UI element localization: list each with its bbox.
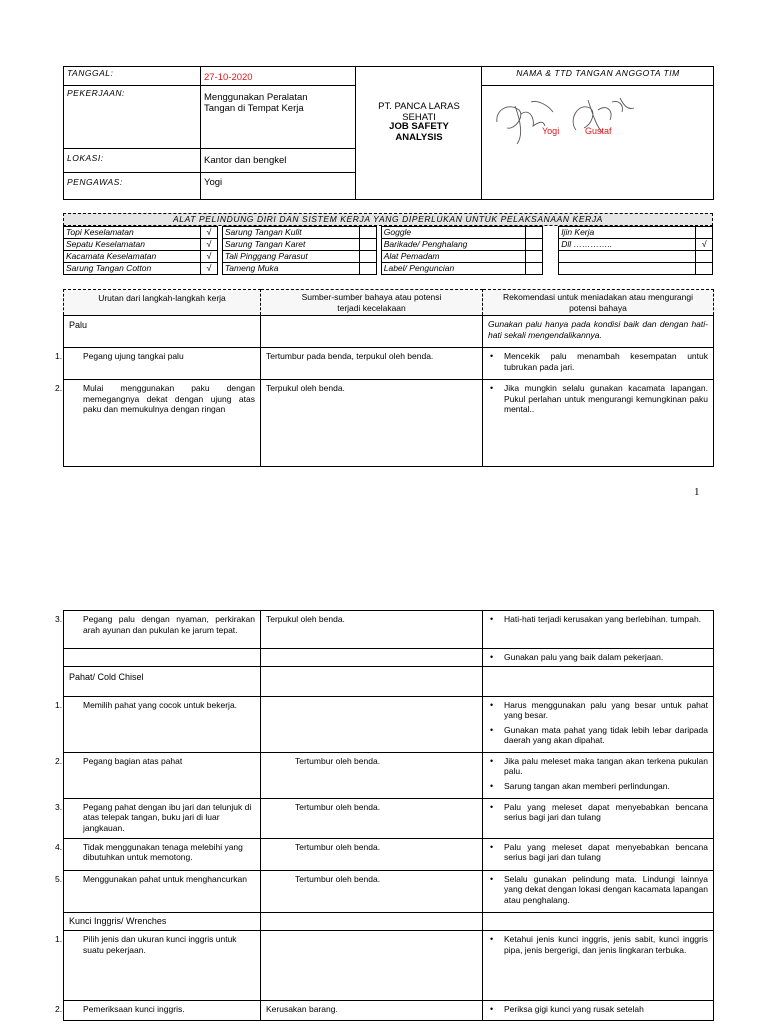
- recommendation-item: • Palu yang meleset dapat menyebabkan bencana serius bagi jari dan tulang: [488, 802, 708, 823]
- recommendation-cell: [483, 611, 714, 649]
- recommendation-cell: [483, 1001, 714, 1021]
- ppe-row: [64, 227, 713, 239]
- recommendation-cell: [483, 838, 714, 870]
- signature-gustaf-icon: [562, 90, 672, 150]
- hazard-cell: Tertumbur oleh benda.: [261, 752, 483, 798]
- ppe-item: Ijin Kerja: [559, 227, 696, 239]
- ppe-item: Goggle: [381, 227, 525, 239]
- recommendation-item: • Jika mungkin selalu gunakan kacamata lapangan. Pukul perlahan untuk mengurangi kemungkinan paku mental..: [488, 383, 708, 415]
- table-row: [64, 348, 714, 380]
- ppe-item: Sarung Tangan Kulit: [222, 227, 359, 239]
- ppe-check[interactable]: [526, 239, 543, 251]
- lokasi-label: LOKASI:: [67, 153, 104, 163]
- col-header-hazards: Sumber-sumber bahaya atau potensi terjadi kecelakaan: [261, 290, 483, 316]
- ppe-item: [559, 263, 696, 275]
- ppe-check[interactable]: [696, 227, 713, 239]
- recommendation-cell: [483, 870, 714, 913]
- step-cell: [55, 380, 261, 467]
- step-text: Memilih pahat yang cocok untuk bekerja.: [83, 699, 238, 710]
- ppe-item: Dll …………..: [559, 239, 696, 251]
- step-cell: [64, 649, 261, 667]
- step-text: Pemeriksaan kunci inggris.: [83, 1004, 185, 1014]
- section-row: [64, 666, 714, 696]
- ppe-check[interactable]: [360, 227, 377, 239]
- section-note-palu: Gunakan palu hanya pada kondisi baik dan dengan hati-hati sekali mengendalikannya.: [483, 316, 714, 348]
- recommendation-item: • Periksa gigi kunci yang rusak setelah: [488, 1004, 708, 1015]
- lokasi-value: Kantor dan bengkel: [204, 155, 287, 166]
- recommendation-cell: [483, 752, 714, 798]
- ppe-title: [63, 213, 713, 226]
- recommendation-item: • Gunakan mata pahat yang tidak lebih lebar daripada daerah yang akan dipahat.: [488, 725, 708, 746]
- step-cell: [55, 931, 261, 1001]
- hazard-cell: Tertumbur oleh benda.: [261, 798, 483, 838]
- doc-title-line-2: ANALYSIS: [395, 132, 443, 143]
- step-text: Pegang palu dengan nyaman, perkirakan arah ayunan dan pukulan ke jarum tepat.: [83, 614, 255, 635]
- section-title-palu: Palu: [64, 316, 261, 348]
- empty-cell: [261, 666, 483, 696]
- col-header-recommendations: Rekomendasi untuk meniadakan atau mengurangi potensi bahaya: [483, 290, 714, 316]
- step-cell: [55, 798, 261, 838]
- team-label: NAMA & TTD TANGAN ANGGOTA TIM: [516, 68, 680, 78]
- section-row: [64, 913, 714, 931]
- section-title-chisel: Pahat/ Cold Chisel: [64, 666, 261, 696]
- ppe-check[interactable]: [360, 263, 377, 275]
- ppe-item: Tameng Muka: [222, 263, 359, 275]
- section-title-wrenches: Kunci Inggris/ Wrenches: [64, 913, 261, 931]
- tanggal-label: TANGGAL:: [67, 68, 114, 78]
- ppe-check[interactable]: [696, 263, 713, 275]
- table-row: [64, 380, 714, 467]
- empty-cell: [483, 666, 714, 696]
- team-label-cell: [482, 67, 714, 86]
- hazard-cell: Tertumbur oleh benda.: [261, 870, 483, 913]
- steps-header-row: [64, 290, 714, 316]
- page-number: 1: [694, 486, 700, 498]
- ppe-item: Tali Pinggang Parasut: [222, 251, 359, 263]
- recommendation-item: • Gunakan palu yang baik dalam pekerjaan.: [488, 652, 708, 663]
- table-row: [64, 931, 714, 1001]
- pengawas-label: PENGAWAS:: [67, 177, 123, 187]
- jsa-steps-table-1: [55, 289, 714, 467]
- doc-title-line-1: JOB SAFETY: [389, 121, 449, 132]
- ppe-check[interactable]: [360, 251, 377, 263]
- recommendation-item: • Jika palu meleset maka tangan akan terkena pukulan palu.: [488, 756, 708, 777]
- company-cell: [356, 67, 482, 200]
- recommendation-item: • Mencekik palu menambah kesempatan untuk tubrukan pada jari.: [488, 351, 708, 372]
- ppe-item: Sepatu Keselamatan: [64, 239, 201, 251]
- step-text: Pilih jenis dan ukuran kunci inggris untuk suatu pekerjaan.: [83, 934, 237, 955]
- ppe-check[interactable]: √: [201, 251, 218, 263]
- ppe-item: Alat Pemadam: [381, 251, 525, 263]
- ppe-item: Barikade/ Penghalang: [381, 239, 525, 251]
- ppe-check[interactable]: [526, 227, 543, 239]
- ppe-item: [559, 251, 696, 263]
- ppe-check[interactable]: [696, 251, 713, 263]
- step-number: 2.: [55, 383, 63, 393]
- ppe-item: Sarung Tangan Karet: [222, 239, 359, 251]
- tanggal-label-cell: [64, 67, 201, 86]
- ppe-item: Sarung Tangan Cotton: [64, 263, 201, 275]
- pekerjaan-label-cell: [64, 86, 201, 149]
- ppe-check[interactable]: √: [201, 227, 218, 239]
- step-cell: [55, 696, 261, 752]
- step-number: 1.: [55, 934, 63, 944]
- recommendation-item: • Palu yang meleset dapat menyebabkan bencana serius bagi jari dan tulang: [488, 842, 708, 863]
- step-text: Pegang ujung tangkai palu: [83, 351, 184, 361]
- ppe-row: [64, 239, 713, 251]
- member-1-name: Yogi: [542, 126, 560, 136]
- step-cell: [55, 870, 261, 913]
- tanggal-value-cell: [201, 67, 356, 86]
- hazard-cell: Terpukul oleh benda.: [261, 611, 483, 649]
- recommendation-item: • Selalu gunakan pelindung mata. Lindungi lainnya yang dekat dengan lokasi dengan kacamata lapangan atau penghalang.: [488, 874, 708, 906]
- step-cell: [55, 838, 261, 870]
- step-text: Menggunakan pahat untuk menghancurkan: [83, 873, 247, 884]
- step-text: Pegang bagian atas pahat: [83, 755, 183, 766]
- recommendation-item: • Sarung tangan akan memberi perlindungan.: [488, 781, 708, 792]
- step-number: 2.: [55, 755, 63, 766]
- company-name-cut: SEHATI: [402, 112, 436, 123]
- step-number: 1.: [55, 699, 63, 710]
- recommendation-cell: [483, 380, 714, 467]
- lokasi-value-cell: [201, 149, 356, 173]
- recommendation-item: • Ketahui jenis kunci inggris, jenis sabit, kunci inggris pipa, jenis bergerigi, dan jenis lingkaran terbuka.: [488, 934, 708, 955]
- step-text: Mulai menggunakan paku dengan memegangnya dekat dengan ujung atas paku dan memukulnya dengan ringan: [83, 383, 255, 414]
- ppe-item: Label/ Penguncian: [381, 263, 525, 275]
- recommendation-cell: [483, 348, 714, 380]
- pengawas-value-cell: [201, 173, 356, 200]
- step-number: 5.: [55, 873, 63, 884]
- member-2-name: Gustaf: [585, 126, 612, 136]
- table-row: [64, 1001, 714, 1021]
- hazard-cell: Tertumbur pada benda, terpukul oleh benda.: [261, 348, 483, 380]
- hazard-cell: [261, 931, 483, 1001]
- table-row: [64, 696, 714, 752]
- step-number: 3.: [55, 801, 63, 812]
- table-row: [64, 798, 714, 838]
- pekerjaan-value: Menggunakan Peralatan Tangan di Tempat Kerja: [204, 92, 308, 114]
- lokasi-label-cell: [64, 149, 201, 173]
- step-text: Pegang pahat dengan ibu jari dan telunjuk di atas telepak tangan, buku jari di luar jangkauan.: [83, 801, 252, 833]
- ppe-check[interactable]: √: [201, 239, 218, 251]
- ppe-check[interactable]: [360, 239, 377, 251]
- col-header-steps: Urutan dari langkah-langkah kerja: [64, 290, 261, 316]
- ppe-check[interactable]: [526, 251, 543, 263]
- recommendation-cell: [483, 798, 714, 838]
- table-row: [64, 752, 714, 798]
- section-row: [64, 316, 714, 348]
- signature-cell: [482, 86, 714, 200]
- step-cell: [55, 611, 261, 649]
- step-number: 1.: [55, 351, 63, 361]
- ppe-row: [64, 251, 713, 263]
- recommendation-item: • Harus menggunakan palu yang besar untuk pahat yang besar.: [488, 700, 708, 721]
- empty-cell: [261, 913, 483, 931]
- recommendation-cell: [483, 931, 714, 1001]
- recommendation-cell: [483, 649, 714, 667]
- page-2: [0, 600, 768, 1024]
- company-name: PT. PANCA LARAS: [378, 101, 460, 112]
- step-number: 3.: [55, 614, 63, 624]
- empty-cell: [483, 913, 714, 931]
- ppe-check[interactable]: [526, 263, 543, 275]
- hazard-cell: Kerusakan barang.: [261, 1001, 483, 1021]
- recommendation-item: • Hati-hati terjadi kerusakan yang berlebihan. tumpah.: [488, 614, 708, 625]
- recommendation-cell: [483, 696, 714, 752]
- pekerjaan-value-cell: [201, 86, 356, 149]
- pengawas-value: Yogi: [204, 177, 223, 188]
- table-row: [64, 870, 714, 913]
- ppe-check[interactable]: √: [696, 239, 713, 251]
- ppe-row: [64, 263, 713, 275]
- header-table: [63, 66, 714, 200]
- step-cell: [55, 1001, 261, 1021]
- step-cell: [55, 348, 261, 380]
- step-text: Tidak menggunakan tenaga melebihi yang dibutuhkan untuk memotong.: [83, 841, 243, 862]
- hazard-cell: [261, 696, 483, 752]
- hazard-cell: Terpukul oleh benda.: [261, 380, 483, 467]
- empty-cell: [261, 316, 483, 348]
- ppe-check[interactable]: √: [201, 263, 218, 275]
- table-row: [64, 838, 714, 870]
- pekerjaan-label: PEKERJAAN:: [67, 88, 125, 98]
- step-number: 2.: [55, 1004, 63, 1014]
- jsa-steps-table-2: [55, 610, 714, 1021]
- step-number: 4.: [55, 841, 63, 852]
- table-row: [64, 649, 714, 667]
- hazard-cell: Tertumbur oleh benda.: [261, 838, 483, 870]
- table-row: [64, 611, 714, 649]
- hazard-cell: [261, 649, 483, 667]
- tanggal-value: 27-10-2020: [204, 72, 253, 83]
- step-cell: [55, 752, 261, 798]
- ppe-item: Kacamata Keselamatan: [64, 251, 201, 263]
- pengawas-label-cell: [64, 173, 201, 200]
- ppe-table: [63, 226, 713, 275]
- ppe-title-text: ALAT PELINDUNG DIRI DAN SISTEM KERJA YANG DIPERLUKAN UNTUK PELAKSANAAN KERJA: [173, 214, 603, 224]
- ppe-item: Topi Keselamatan: [64, 227, 201, 239]
